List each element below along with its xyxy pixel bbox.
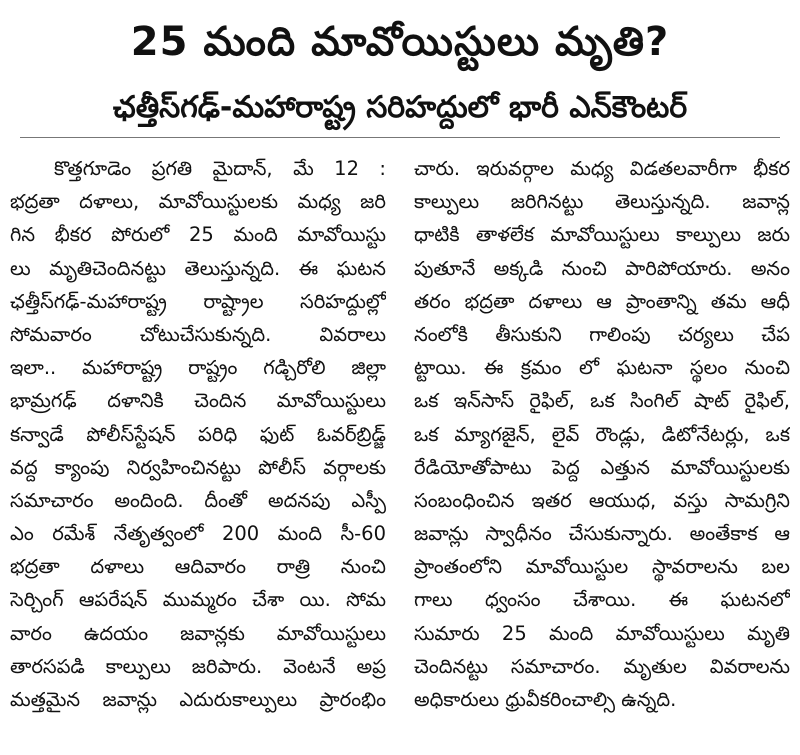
article-line: లు మృతిచెందినట్టు తెలుస్తున్నది. ఈ ఘటన bbox=[10, 256, 386, 280]
article-line: జవాన్లు స్వాధీనం చేసుకున్నారు. అంతేకాక ఆ bbox=[414, 522, 790, 546]
article-line: చారు. ఇరువర్గాల మధ్య విడతలవారీగా భీకర bbox=[414, 157, 790, 180]
article-line: సుమారు 25 మంది మావోయిస్టులు మృతి bbox=[414, 621, 790, 645]
article-line: ప్రాంతంలోని మావోయిస్టుల స్థావరాలను బల bbox=[414, 555, 790, 579]
article-line: కాల్పులు జరిగినట్టు తెలుస్తున్నది. జవాన్ల bbox=[414, 190, 790, 214]
article-line: ఒక ఇన్‌సాస్‌ రైఫిల్‌, ఒక సింగిల్‌ షాట్‌ రైఫిల్‌, bbox=[414, 389, 790, 413]
subheadline-rule bbox=[20, 137, 780, 138]
article-left-column bbox=[10, 152, 386, 716]
article-line: పుతూనే అక్కడి నుంచి పారిపోయారు. అనం bbox=[414, 256, 790, 280]
article-line: ఛత్తీస్‌గఢ్‌-మహారాష్ట్ర రాష్ట్రాల సరిహద్దుల్లో bbox=[10, 289, 386, 313]
article-line: ట్టాయి. ఈ క్రమం లో ఘటనా స్థలం నుంచి bbox=[414, 356, 790, 380]
article-line: అధికారులు ధ్రువీకరించాల్సి ఉన్నది. bbox=[414, 688, 677, 711]
article-line: ఒక మ్యాగజైన్‌, లైవ్‌ రౌండ్లు, డిటోనేటర్లు, ఒక bbox=[414, 422, 790, 446]
article-line: సమాచారం అందింది. దీంతో అదనపు ఎస్పీ bbox=[10, 488, 386, 512]
article-line: ధాటికి తాళలేక మావోయిస్టులు కాల్పులు జరు bbox=[414, 223, 790, 247]
article-line: కొత్తగూడెం ప్రగతి మైదాన్‌, మే 12 : bbox=[54, 157, 386, 180]
article-line: వారం ఉదయం జవాన్లకు మావోయిస్టులు bbox=[10, 621, 386, 645]
article-line: భామ్రగఢ్‌ దళానికి చెందిన మావోయిస్టులు bbox=[10, 389, 386, 413]
article-line: భద్రతా దళాలు ఆదివారం రాత్రి నుంచి bbox=[10, 555, 386, 579]
article-line: రేడియోతోపాటు పెద్ద ఎత్తున మావోయిస్టులకు bbox=[414, 455, 790, 479]
article-line: భద్రతా దళాలు, మావోయిస్టులకు మధ్య జరి bbox=[10, 190, 386, 214]
headline: 25 మంది మావోయిస్టులు మృతి? bbox=[130, 19, 670, 65]
article-line: సోమవారం చోటుచేసుకున్నది. వివరాలు bbox=[10, 322, 386, 346]
article-line: గాలు ధ్వంసం చేశాయి. ఈ ఘటనలో bbox=[414, 588, 790, 612]
article-line: కన్వాడే పోలీస్‌స్టేషన్‌ పరిధి ఫుట్‌ ఓవర్‌బ్రిడ్జ్‌ bbox=[10, 422, 386, 446]
article-line: చెందినట్టు సమాచారం. మృతుల వివరాలను bbox=[414, 654, 790, 678]
subheadline: ఛత్తీస్‌గఢ్‌-మహారాష్ట్ర సరిహద్దులో భారీ ఎన్‌కౌంటర్‌ bbox=[112, 90, 688, 125]
article-right-column bbox=[414, 152, 790, 716]
article-line: గిన భీకర పోరులో 25 మంది మావోయిస్టు bbox=[10, 223, 386, 247]
article-line: నంలోకి తీసుకుని గాలింపు చర్యలు చేప bbox=[414, 322, 790, 346]
article-line: సెర్చింగ్‌ ఆపరేషన్‌ ముమ్మరం చేశా యి. సోమ bbox=[10, 588, 386, 612]
article-line: తారసపడి కాల్పులు జరిపారు. వెంటనే అప్ర bbox=[10, 654, 386, 678]
article-line: ఇలా.. మహారాష్ట్ర రాష్ట్రం గడ్చిరోలి జిల్లా bbox=[10, 356, 386, 380]
article-line: మత్తమైన జవాన్లు ఎదురుకాల్పులు ప్రారంభిం bbox=[10, 688, 386, 711]
article-line: తరం భద్రతా దళాలు ఆ ప్రాంతాన్ని తమ ఆధీ bbox=[414, 289, 790, 313]
article-line: ఎం రమేశ్‌ నేతృత్వంలో 200 మంది సీ-60 bbox=[10, 522, 386, 546]
article-line: సంబంధించిన ఇతర ఆయుధ, వస్తు సామగ్రిని bbox=[414, 488, 790, 512]
article-line: వద్ద క్యాంపు నిర్వహించినట్టు పోలీస్‌ వర్గాలకు bbox=[10, 455, 386, 479]
